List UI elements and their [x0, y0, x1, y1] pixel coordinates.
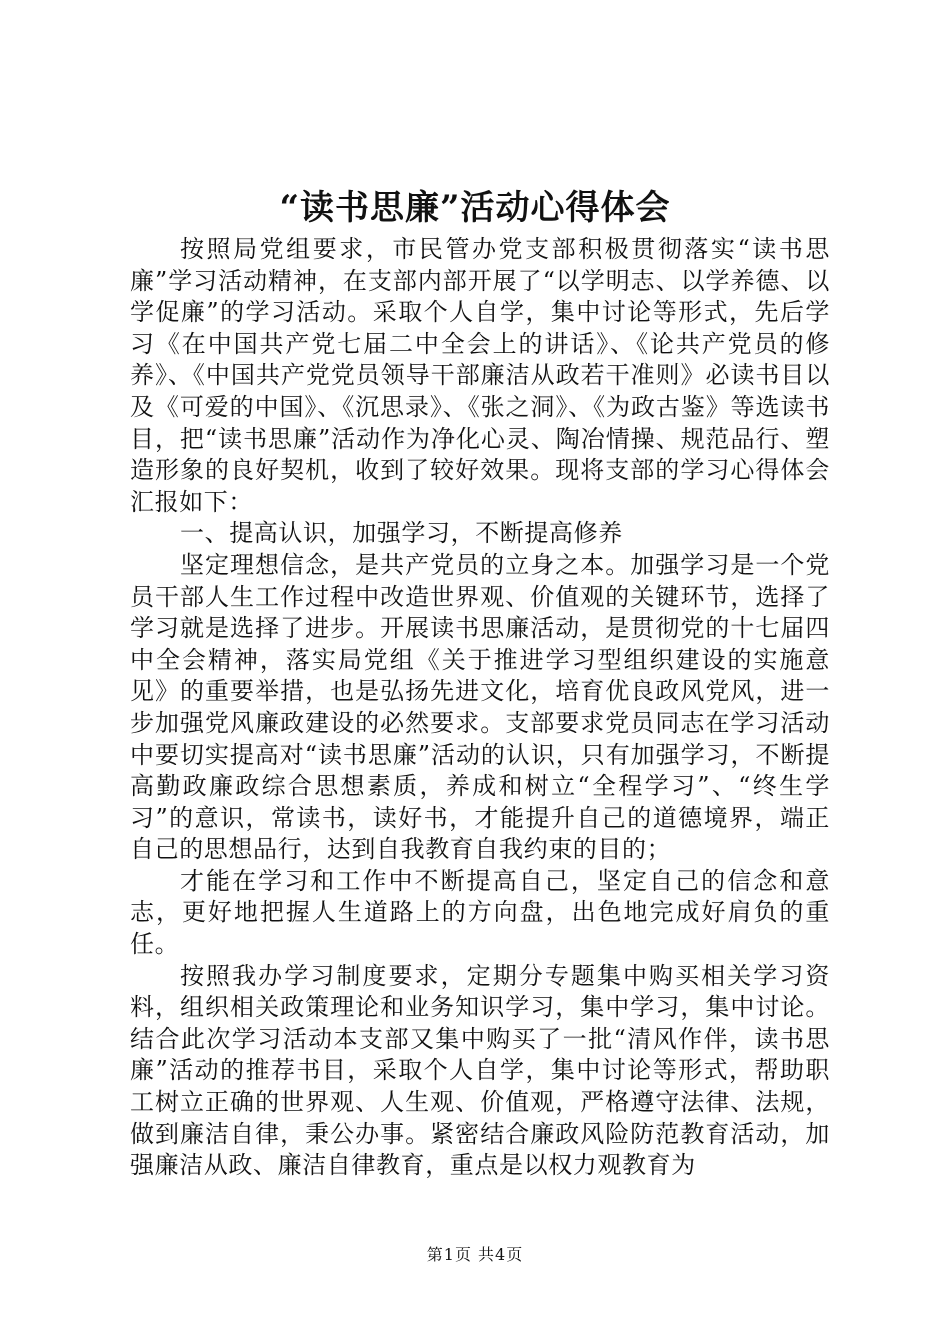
- paragraph-ideals: 坚定理想信念，是共产党员的立身之本。加强学习是一个党员干部人生工作过程中改造世界观、价值观的关键环节，选择了学习就是选择了进步。开展读书思廉活动，是贯彻党的十七届四中全会精神，落实局党组《关于推进学习型组织建设的实施意见》的重要举措，也是弘扬先进文化，培育优良政风党风，进一步加强党风廉政建设的必然要求。支部要求党员同志在学习活动中要切实提高对“读书思廉”活动的认识，只有加强学习，不断提高勤政廉政综合思想素质，养成和树立“全程学习”、“终生学习”的意识，常读书，读好书，才能提升自己的道德境界，端正自己的思想品行，达到自我教育自我约束的目的；: [130, 550, 830, 864]
- document-body: [130, 234, 830, 1182]
- paragraph-study-system: 按照我办学习制度要求，定期分专题集中购买相关学习资料，组织相关政策理论和业务知识学习，集中学习，集中讨论。结合此次学习活动本支部又集中购买了一批“清风作伴，读书思廉”活动的推荐书目，采取个人自学，集中讨论等形式，帮助职工树立正确的世界观、人生观、价值观，严格遵守法律、法规，做到廉洁自律，秉公办事。紧密结合廉政风险防范教育活动，加强廉洁从政、廉洁自律教育，重点是以权力观教育为: [130, 961, 830, 1180]
- section-heading: 一、提高认识，加强学习，不断提高修养: [180, 519, 623, 548]
- page-footer: 第1页 共4页: [426, 1245, 524, 1264]
- document-title: “读书思廉”活动心得体会: [279, 188, 671, 228]
- paragraph-improve: 才能在学习和工作中不断提高自己，坚定自己的信念和意志，更好地把握人生道路上的方向盘，出色地完成好肩负的重任。: [130, 866, 830, 959]
- paragraph-intro: 按照局党组要求，市民管办党支部积极贯彻落实“读书思廉”学习活动精神，在支部内部开展了“以学明志、以学养德、以学促廉”的学习活动。采取个人自学，集中讨论等形式，先后学习《在中国共产党七届二中全会上的讲话》、《论共产党员的修养》、《中国共产党党员领导干部廉洁从政若干准则》必读书目以及《可爱的中国》、《沉思录》、《张之洞》、《为政古鉴》等选读书目，把“读书思廉”活动作为净化心灵、陶冶情操、规范品行、塑造形象的良好契机，收到了较好效果。现将支部的学习心得体会汇报如下：: [130, 235, 830, 516]
